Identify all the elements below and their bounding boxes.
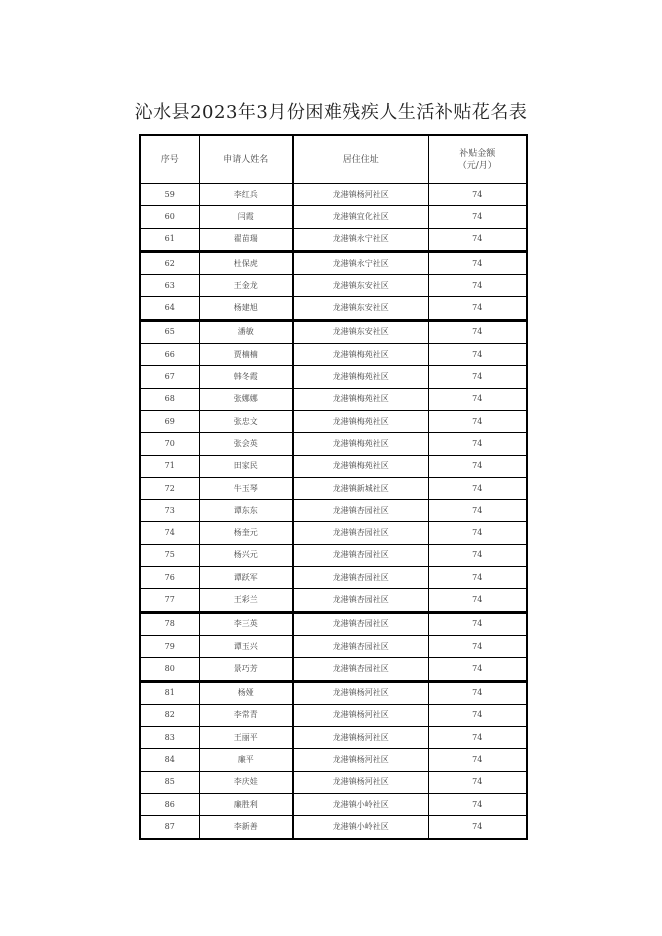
- table-row: [140, 612, 527, 635]
- cell-address: 龙港镇杏园社区: [293, 544, 428, 566]
- cell-name: 王丽平: [199, 727, 293, 749]
- cell-amount: 74: [428, 344, 527, 366]
- cell-name: 谭东东: [199, 500, 293, 522]
- cell-index: 76: [140, 567, 199, 589]
- table-row: [140, 522, 527, 544]
- cell-amount: 74: [428, 320, 527, 343]
- cell-amount: 74: [428, 704, 527, 726]
- cell-amount: 74: [428, 410, 527, 432]
- cell-address: 龙港镇东安社区: [293, 320, 428, 343]
- cell-index: 65: [140, 320, 199, 343]
- table-row: [140, 704, 527, 726]
- table-row: [140, 320, 527, 343]
- cell-address: 龙港镇杨河社区: [293, 771, 428, 793]
- table-row: [140, 455, 527, 477]
- cell-name: 贾楠楠: [199, 344, 293, 366]
- cell-index: 69: [140, 410, 199, 432]
- cell-index: 64: [140, 297, 199, 320]
- table-row: [140, 477, 527, 499]
- table-row: [140, 794, 527, 816]
- table-row: [140, 433, 527, 455]
- cell-address: 龙港镇宜化社区: [293, 206, 428, 228]
- cell-amount: 74: [428, 612, 527, 635]
- cell-name: 翟苗瑞: [199, 228, 293, 251]
- table-row: [140, 816, 527, 839]
- cell-amount: 74: [428, 275, 527, 297]
- cell-name: 谭跃军: [199, 567, 293, 589]
- cell-address: 龙港镇小岭社区: [293, 816, 428, 839]
- cell-address: 龙港镇新城社区: [293, 477, 428, 499]
- table-row: [140, 297, 527, 320]
- cell-amount: 74: [428, 589, 527, 612]
- cell-name: 李红兵: [199, 184, 293, 206]
- cell-address: 龙港镇永宁社区: [293, 228, 428, 251]
- header-address: 居住住址: [293, 135, 428, 184]
- cell-amount: 74: [428, 658, 527, 681]
- cell-name: 杜保虎: [199, 251, 293, 274]
- table-row: [140, 388, 527, 410]
- cell-name: 李新善: [199, 816, 293, 839]
- cell-address: 龙港镇梅苑社区: [293, 433, 428, 455]
- cell-name: 杨奎元: [199, 522, 293, 544]
- cell-amount: 74: [428, 228, 527, 251]
- subsidy-roster-table: [139, 134, 528, 840]
- cell-name: 张忠文: [199, 410, 293, 432]
- cell-address: 龙港镇杏园社区: [293, 612, 428, 635]
- cell-address: 龙港镇梅苑社区: [293, 455, 428, 477]
- cell-index: 73: [140, 500, 199, 522]
- cell-name: 李三英: [199, 612, 293, 635]
- table-row: [140, 635, 527, 657]
- cell-amount: 74: [428, 477, 527, 499]
- cell-index: 61: [140, 228, 199, 251]
- cell-amount: 74: [428, 251, 527, 274]
- cell-amount: 74: [428, 455, 527, 477]
- document-title: 沁水县2023年3月份困难残疾人生活补贴花名表: [134, 102, 528, 123]
- cell-amount: 74: [428, 681, 527, 704]
- cell-name: 廉平: [199, 749, 293, 771]
- table-row: [140, 344, 527, 366]
- cell-address: 龙港镇小岭社区: [293, 794, 428, 816]
- cell-name: 杨兴元: [199, 544, 293, 566]
- cell-address: 龙港镇杨河社区: [293, 184, 428, 206]
- cell-amount: 74: [428, 794, 527, 816]
- cell-index: 66: [140, 344, 199, 366]
- cell-amount: 74: [428, 727, 527, 749]
- cell-amount: 74: [428, 433, 527, 455]
- cell-index: 59: [140, 184, 199, 206]
- table-row: [140, 589, 527, 612]
- cell-address: 龙港镇永宁社区: [293, 251, 428, 274]
- header-amount-unit: （元/月）: [457, 160, 497, 171]
- table-row: [140, 681, 527, 704]
- cell-name: 景巧芳: [199, 658, 293, 681]
- table-row: [140, 251, 527, 274]
- cell-address: 龙港镇杏园社区: [293, 522, 428, 544]
- cell-amount: 74: [428, 544, 527, 566]
- cell-amount: 74: [428, 366, 527, 388]
- table-row: [140, 206, 527, 228]
- cell-address: 龙港镇杏园社区: [293, 589, 428, 612]
- cell-name: 张娜娜: [199, 388, 293, 410]
- cell-name: 李庆娃: [199, 771, 293, 793]
- cell-amount: 74: [428, 297, 527, 320]
- table-row: [140, 727, 527, 749]
- cell-address: 龙港镇梅苑社区: [293, 410, 428, 432]
- cell-index: 62: [140, 251, 199, 274]
- header-name: 申请人姓名: [199, 135, 293, 184]
- cell-address: 龙港镇杏园社区: [293, 567, 428, 589]
- cell-amount: 74: [428, 749, 527, 771]
- cell-index: 70: [140, 433, 199, 455]
- cell-name: 韩冬霞: [199, 366, 293, 388]
- cell-address: 龙港镇杏园社区: [293, 658, 428, 681]
- cell-name: 杨建旭: [199, 297, 293, 320]
- cell-address: 龙港镇杨河社区: [293, 727, 428, 749]
- cell-address: 龙港镇杨河社区: [293, 681, 428, 704]
- cell-amount: 74: [428, 184, 527, 206]
- cell-amount: 74: [428, 771, 527, 793]
- table-row: [140, 228, 527, 251]
- table-row: [140, 275, 527, 297]
- cell-address: 龙港镇梅苑社区: [293, 366, 428, 388]
- cell-address: 龙港镇杨河社区: [293, 749, 428, 771]
- cell-index: 84: [140, 749, 199, 771]
- cell-name: 李常青: [199, 704, 293, 726]
- cell-amount: 74: [428, 816, 527, 839]
- cell-index: 63: [140, 275, 199, 297]
- cell-name: 张会英: [199, 433, 293, 455]
- cell-index: 60: [140, 206, 199, 228]
- table-row: [140, 500, 527, 522]
- cell-name: 王金龙: [199, 275, 293, 297]
- table-row: [140, 410, 527, 432]
- table-row: [140, 567, 527, 589]
- cell-amount: 74: [428, 388, 527, 410]
- table-row: [140, 658, 527, 681]
- cell-name: 杨娅: [199, 681, 293, 704]
- cell-address: 龙港镇东安社区: [293, 297, 428, 320]
- cell-name: 潘敏: [199, 320, 293, 343]
- cell-address: 龙港镇梅苑社区: [293, 344, 428, 366]
- table-header-row: [140, 135, 527, 184]
- cell-name: 闫霞: [199, 206, 293, 228]
- cell-index: 68: [140, 388, 199, 410]
- cell-index: 72: [140, 477, 199, 499]
- header-amount: [428, 135, 527, 184]
- header-index: 序号: [140, 135, 199, 184]
- cell-index: 85: [140, 771, 199, 793]
- cell-index: 67: [140, 366, 199, 388]
- table-row: [140, 771, 527, 793]
- cell-address: 龙港镇杏园社区: [293, 500, 428, 522]
- cell-amount: 74: [428, 635, 527, 657]
- cell-name: 牛玉琴: [199, 477, 293, 499]
- cell-index: 77: [140, 589, 199, 612]
- table-row: [140, 544, 527, 566]
- cell-name: 田家民: [199, 455, 293, 477]
- cell-name: 王彩兰: [199, 589, 293, 612]
- cell-address: 龙港镇杏园社区: [293, 635, 428, 657]
- cell-name: 谭玉兴: [199, 635, 293, 657]
- table-row: [140, 749, 527, 771]
- header-amount-label: 补贴金额: [459, 148, 496, 159]
- cell-amount: 74: [428, 500, 527, 522]
- cell-index: 86: [140, 794, 199, 816]
- cell-index: 80: [140, 658, 199, 681]
- table-body: [140, 184, 527, 839]
- table-row: [140, 184, 527, 206]
- cell-index: 81: [140, 681, 199, 704]
- cell-address: 龙港镇杨河社区: [293, 704, 428, 726]
- cell-amount: 74: [428, 522, 527, 544]
- cell-amount: 74: [428, 206, 527, 228]
- cell-index: 74: [140, 522, 199, 544]
- cell-index: 87: [140, 816, 199, 839]
- cell-amount: 74: [428, 567, 527, 589]
- cell-address: 龙港镇梅苑社区: [293, 388, 428, 410]
- cell-index: 83: [140, 727, 199, 749]
- cell-index: 78: [140, 612, 199, 635]
- cell-index: 82: [140, 704, 199, 726]
- cell-name: 廉胜利: [199, 794, 293, 816]
- cell-index: 79: [140, 635, 199, 657]
- table-row: [140, 366, 527, 388]
- cell-index: 75: [140, 544, 199, 566]
- cell-index: 71: [140, 455, 199, 477]
- cell-address: 龙港镇东安社区: [293, 275, 428, 297]
